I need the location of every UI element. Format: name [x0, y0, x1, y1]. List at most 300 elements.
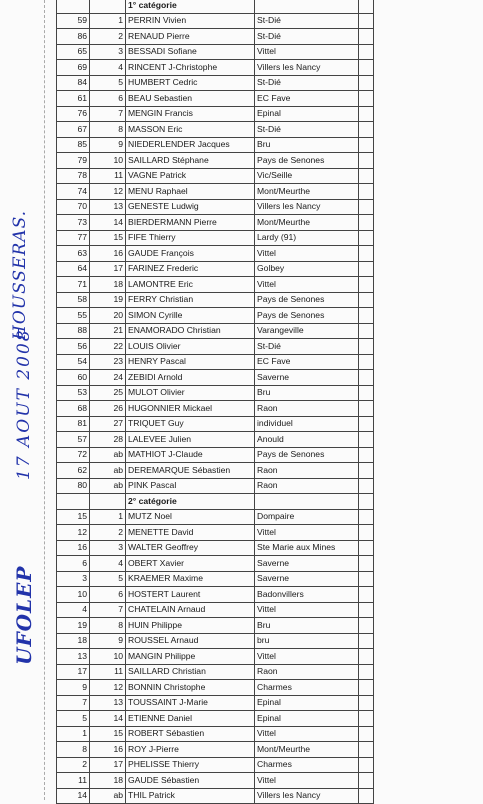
rider-name: ROBERT Sébastien — [126, 726, 255, 742]
extra-cell — [359, 230, 374, 246]
rank: 10 — [90, 153, 126, 169]
table-row — [57, 122, 374, 138]
rider-name: PINK Pascal — [126, 478, 255, 494]
table-row — [57, 633, 374, 649]
bib-number: 64 — [57, 261, 90, 277]
extra-cell — [359, 757, 374, 773]
rank: 22 — [90, 339, 126, 355]
table-row — [57, 261, 374, 277]
club-name: St-Dié — [255, 13, 359, 29]
handwritten-date: 17 AOUT 2008 — [14, 328, 34, 480]
extra-cell — [359, 323, 374, 339]
rider-name: BONNIN Christophe — [126, 680, 255, 696]
extra-cell — [359, 137, 374, 153]
rank: 13 — [90, 695, 126, 711]
bib-number: 56 — [57, 339, 90, 355]
rank: ab — [90, 447, 126, 463]
rider-name: BEAU Sebastien — [126, 91, 255, 107]
club-name: Vic/Seille — [255, 168, 359, 184]
rider-name: MENU Raphael — [126, 184, 255, 200]
club-name: EC Fave — [255, 354, 359, 370]
extra-cell — [359, 556, 374, 572]
club-name: Pays de Senones — [255, 153, 359, 169]
rank: 1 — [90, 13, 126, 29]
rank: 11 — [90, 168, 126, 184]
category-title: 1° catégorie — [126, 0, 255, 13]
bib-number: 8 — [57, 742, 90, 758]
rank: 19 — [90, 292, 126, 308]
rank: 24 — [90, 370, 126, 386]
bib-number: 18 — [57, 633, 90, 649]
rider-name: VAGNE Patrick — [126, 168, 255, 184]
rank: 7 — [90, 602, 126, 618]
rider-name: LAMONTRE Eric — [126, 277, 255, 293]
rank: 18 — [90, 773, 126, 789]
extra-cell — [359, 463, 374, 479]
rank: 28 — [90, 432, 126, 448]
table-row — [57, 726, 374, 742]
extra-cell — [359, 525, 374, 541]
club-name: Villers les Nancy — [255, 60, 359, 76]
table-row — [57, 385, 374, 401]
extra-cell — [359, 75, 374, 91]
rider-name: KRAEMER Maxime — [126, 571, 255, 587]
club-name: Mont/Meurthe — [255, 184, 359, 200]
table-row — [57, 463, 374, 479]
rider-name: ETIENNE Daniel — [126, 711, 255, 727]
extra-cell — [359, 401, 374, 417]
rank: 2 — [90, 525, 126, 541]
extra-cell — [359, 261, 374, 277]
bib-number: 54 — [57, 354, 90, 370]
extra-cell — [359, 540, 374, 556]
table-row — [57, 664, 374, 680]
table-row — [57, 695, 374, 711]
extra-cell — [359, 695, 374, 711]
rank: 27 — [90, 416, 126, 432]
club-name: Lardy (91) — [255, 230, 359, 246]
rider-name: DEREMARQUE Sébastien — [126, 463, 255, 479]
bib-number: 71 — [57, 277, 90, 293]
bib-number: 57 — [57, 432, 90, 448]
rank-cell — [90, 494, 126, 510]
table-row — [57, 602, 374, 618]
club-name: St-Dié — [255, 75, 359, 91]
rider-name: MATHIOT J-Claude — [126, 447, 255, 463]
results-table-body — [57, 0, 374, 804]
bib-number: 15 — [57, 509, 90, 525]
extra-cell — [359, 29, 374, 45]
rider-name: ROY J-Pierre — [126, 742, 255, 758]
table-row — [57, 618, 374, 634]
rank: 12 — [90, 680, 126, 696]
rider-name: GAUDE François — [126, 246, 255, 262]
bib-number: 59 — [57, 13, 90, 29]
bib-number: 76 — [57, 106, 90, 122]
club-name: Bru — [255, 137, 359, 153]
bib-number: 84 — [57, 75, 90, 91]
club-name: Epinal — [255, 106, 359, 122]
rank: 15 — [90, 230, 126, 246]
bib-number: 61 — [57, 91, 90, 107]
category-header-row — [57, 0, 374, 13]
extra-cell — [359, 184, 374, 200]
bib-cell — [57, 494, 90, 510]
club-name: Mont/Meurthe — [255, 215, 359, 231]
bib-number: 70 — [57, 199, 90, 215]
table-row — [57, 401, 374, 417]
bib-number: 6 — [57, 556, 90, 572]
rank: 13 — [90, 199, 126, 215]
extra-cell — [359, 215, 374, 231]
table-row — [57, 478, 374, 494]
extra-cell — [359, 633, 374, 649]
club-name: Villers les Nancy — [255, 788, 359, 804]
extra-cell — [359, 0, 374, 13]
table-row — [57, 711, 374, 727]
rider-name: MENETTE David — [126, 525, 255, 541]
club-name: St-Dié — [255, 29, 359, 45]
extra-cell — [359, 773, 374, 789]
table-row — [57, 246, 374, 262]
rank: 3 — [90, 540, 126, 556]
extra-cell — [359, 153, 374, 169]
extra-cell — [359, 664, 374, 680]
rank: 4 — [90, 60, 126, 76]
bib-number: 53 — [57, 385, 90, 401]
club-name: Vittel — [255, 525, 359, 541]
rider-name: HUMBERT Cedric — [126, 75, 255, 91]
rider-name: FARINEZ Frederic — [126, 261, 255, 277]
rider-name: THIL Patrick — [126, 788, 255, 804]
table-row — [57, 757, 374, 773]
extra-cell — [359, 44, 374, 60]
bib-number: 7 — [57, 695, 90, 711]
table-row — [57, 742, 374, 758]
club-name: Raon — [255, 478, 359, 494]
rank: 4 — [90, 556, 126, 572]
bib-number: 69 — [57, 60, 90, 76]
bib-number: 12 — [57, 525, 90, 541]
table-row — [57, 370, 374, 386]
table-row — [57, 184, 374, 200]
extra-cell — [359, 370, 374, 386]
table-row — [57, 44, 374, 60]
club-name: Mont/Meurthe — [255, 742, 359, 758]
rank: 17 — [90, 261, 126, 277]
table-row — [57, 571, 374, 587]
table-row — [57, 308, 374, 324]
table-row — [57, 168, 374, 184]
table-row — [57, 215, 374, 231]
table-row — [57, 91, 374, 107]
rank: 16 — [90, 742, 126, 758]
bib-number: 68 — [57, 401, 90, 417]
rider-name: OBERT Xavier — [126, 556, 255, 572]
table-row — [57, 788, 374, 804]
bib-number: 74 — [57, 184, 90, 200]
bib-number: 10 — [57, 587, 90, 603]
bib-number: 72 — [57, 447, 90, 463]
club-name: EC Fave — [255, 91, 359, 107]
extra-cell — [359, 354, 374, 370]
table-row — [57, 773, 374, 789]
extra-cell — [359, 199, 374, 215]
rank: 2 — [90, 29, 126, 45]
club-name: Pays de Senones — [255, 447, 359, 463]
bib-cell — [57, 0, 90, 13]
extra-cell — [359, 60, 374, 76]
bib-number: 67 — [57, 122, 90, 138]
club-name: Varangeville — [255, 323, 359, 339]
extra-cell — [359, 292, 374, 308]
rider-name: FERRY Christian — [126, 292, 255, 308]
extra-cell — [359, 106, 374, 122]
rider-name: HOSTERT Laurent — [126, 587, 255, 603]
table-row — [57, 354, 374, 370]
club-name: Golbey — [255, 261, 359, 277]
club-name: Pays de Senones — [255, 308, 359, 324]
table-row — [57, 106, 374, 122]
extra-cell — [359, 571, 374, 587]
club-name: Anould — [255, 432, 359, 448]
club-name: Charmes — [255, 680, 359, 696]
club-name: Saverne — [255, 370, 359, 386]
extra-cell — [359, 246, 374, 262]
table-row — [57, 509, 374, 525]
extra-cell — [359, 618, 374, 634]
club-name: Epinal — [255, 711, 359, 727]
extra-cell — [359, 416, 374, 432]
club-name: Vittel — [255, 726, 359, 742]
extra-cell — [359, 13, 374, 29]
extra-cell — [359, 122, 374, 138]
table-row — [57, 540, 374, 556]
bib-number: 62 — [57, 463, 90, 479]
rider-name: BESSADI Sofiane — [126, 44, 255, 60]
table-row — [57, 13, 374, 29]
table-row — [57, 292, 374, 308]
bib-number: 17 — [57, 664, 90, 680]
extra-cell — [359, 432, 374, 448]
rider-name: BIERDERMANN Pierre — [126, 215, 255, 231]
rider-name: MANGIN Philippe — [126, 649, 255, 665]
bib-number: 63 — [57, 246, 90, 262]
table-row — [57, 277, 374, 293]
bib-number: 80 — [57, 478, 90, 494]
table-row — [57, 60, 374, 76]
rank: 14 — [90, 215, 126, 231]
rank: 16 — [90, 246, 126, 262]
extra-cell — [359, 447, 374, 463]
rider-name: FIFE Thierry — [126, 230, 255, 246]
handwritten-organizer: UFOLEP — [12, 565, 36, 665]
club-name: Vittel — [255, 246, 359, 262]
rider-name: MUTZ Noel — [126, 509, 255, 525]
bib-number: 4 — [57, 602, 90, 618]
bib-number: 85 — [57, 137, 90, 153]
extra-cell — [359, 478, 374, 494]
club-name: Charmes — [255, 757, 359, 773]
extra-cell — [359, 509, 374, 525]
club-name: Vittel — [255, 602, 359, 618]
rank: 15 — [90, 726, 126, 742]
rider-name: MULOT Olivier — [126, 385, 255, 401]
club-name: Pays de Senones — [255, 292, 359, 308]
rider-name: ROUSSEL Arnaud — [126, 633, 255, 649]
rider-name: GAUDE Sébastien — [126, 773, 255, 789]
table-row — [57, 649, 374, 665]
handwritten-location: HOUSSERAS. — [10, 209, 30, 340]
rider-name: RENAUD Pierre — [126, 29, 255, 45]
bib-number: 5 — [57, 711, 90, 727]
rank: 8 — [90, 122, 126, 138]
rider-name: LALEVEE Julien — [126, 432, 255, 448]
rider-name: WALTER Geoffrey — [126, 540, 255, 556]
club-name: Badonvillers — [255, 587, 359, 603]
rider-name: HUGONNIER Mickael — [126, 401, 255, 417]
rank: 25 — [90, 385, 126, 401]
club-name: Bru — [255, 385, 359, 401]
rank: 18 — [90, 277, 126, 293]
club-name: St-Dié — [255, 339, 359, 355]
club-name: Vittel — [255, 44, 359, 60]
page-edge-line — [44, 0, 45, 800]
club-name: Vittel — [255, 773, 359, 789]
rider-name: RINCENT J-Christophe — [126, 60, 255, 76]
club-name: Epinal — [255, 695, 359, 711]
bib-number: 78 — [57, 168, 90, 184]
rank: ab — [90, 478, 126, 494]
extra-cell — [359, 680, 374, 696]
rider-name: NIEDERLENDER Jacques — [126, 137, 255, 153]
rank: ab — [90, 788, 126, 804]
rider-name: SIMON Cyrille — [126, 308, 255, 324]
rank: 3 — [90, 44, 126, 60]
table-row — [57, 525, 374, 541]
rider-name: ENAMORADO Christian — [126, 323, 255, 339]
extra-cell — [359, 308, 374, 324]
extra-cell — [359, 602, 374, 618]
rank: 17 — [90, 757, 126, 773]
rider-name: SAILLARD Stéphane — [126, 153, 255, 169]
rank: 6 — [90, 91, 126, 107]
extra-cell — [359, 494, 374, 510]
rider-name: PHELISSE Thierry — [126, 757, 255, 773]
results-table — [56, 0, 374, 804]
table-row — [57, 29, 374, 45]
club-cell — [255, 494, 359, 510]
table-row — [57, 432, 374, 448]
bib-number: 2 — [57, 757, 90, 773]
bib-number: 11 — [57, 773, 90, 789]
bib-number: 60 — [57, 370, 90, 386]
rider-name: TOUSSAINT J-Marie — [126, 695, 255, 711]
table-row — [57, 230, 374, 246]
bib-number: 3 — [57, 571, 90, 587]
rank: 9 — [90, 137, 126, 153]
rider-name: ZEBIDI Arnold — [126, 370, 255, 386]
club-cell — [255, 0, 359, 13]
bib-number: 88 — [57, 323, 90, 339]
rider-name: PERRIN Vivien — [126, 13, 255, 29]
rider-name: LOUIS Olivier — [126, 339, 255, 355]
club-name: Raon — [255, 401, 359, 417]
rank: 10 — [90, 649, 126, 665]
club-name: Ste Marie aux Mines — [255, 540, 359, 556]
rank: 5 — [90, 75, 126, 91]
table-row — [57, 339, 374, 355]
club-name: Raon — [255, 463, 359, 479]
club-name: St-Dié — [255, 122, 359, 138]
rank-cell — [90, 0, 126, 13]
rider-name: MENGIN Francis — [126, 106, 255, 122]
rank: 7 — [90, 106, 126, 122]
table-row — [57, 680, 374, 696]
extra-cell — [359, 587, 374, 603]
table-row — [57, 556, 374, 572]
table-row — [57, 199, 374, 215]
extra-cell — [359, 277, 374, 293]
table-row — [57, 416, 374, 432]
bib-number: 81 — [57, 416, 90, 432]
table-row — [57, 587, 374, 603]
rider-name: CHATELAIN Arnaud — [126, 602, 255, 618]
table-row — [57, 447, 374, 463]
rank: 20 — [90, 308, 126, 324]
category-header-row — [57, 494, 374, 510]
rider-name: HENRY Pascal — [126, 354, 255, 370]
bib-number: 79 — [57, 153, 90, 169]
rank: ab — [90, 463, 126, 479]
rank: 23 — [90, 354, 126, 370]
extra-cell — [359, 91, 374, 107]
rider-name: MASSON Eric — [126, 122, 255, 138]
extra-cell — [359, 726, 374, 742]
club-name: bru — [255, 633, 359, 649]
bib-number: 16 — [57, 540, 90, 556]
bib-number: 14 — [57, 788, 90, 804]
club-name: Dompaire — [255, 509, 359, 525]
rank: 26 — [90, 401, 126, 417]
club-name: Raon — [255, 664, 359, 680]
rank: 21 — [90, 323, 126, 339]
table-row — [57, 137, 374, 153]
club-name: individuel — [255, 416, 359, 432]
club-name: Vittel — [255, 277, 359, 293]
extra-cell — [359, 168, 374, 184]
extra-cell — [359, 385, 374, 401]
rider-name: SAILLARD Christian — [126, 664, 255, 680]
extra-cell — [359, 788, 374, 804]
extra-cell — [359, 339, 374, 355]
table-row — [57, 75, 374, 91]
club-name: Bru — [255, 618, 359, 634]
rank: 12 — [90, 184, 126, 200]
club-name: Saverne — [255, 571, 359, 587]
bib-number: 19 — [57, 618, 90, 634]
rank: 9 — [90, 633, 126, 649]
table-row — [57, 153, 374, 169]
bib-number: 1 — [57, 726, 90, 742]
extra-cell — [359, 711, 374, 727]
category-title: 2° catégorie — [126, 494, 255, 510]
extra-cell — [359, 649, 374, 665]
bib-number: 65 — [57, 44, 90, 60]
club-name: Vittel — [255, 649, 359, 665]
rank: 14 — [90, 711, 126, 727]
rider-name: GENESTE Ludwig — [126, 199, 255, 215]
